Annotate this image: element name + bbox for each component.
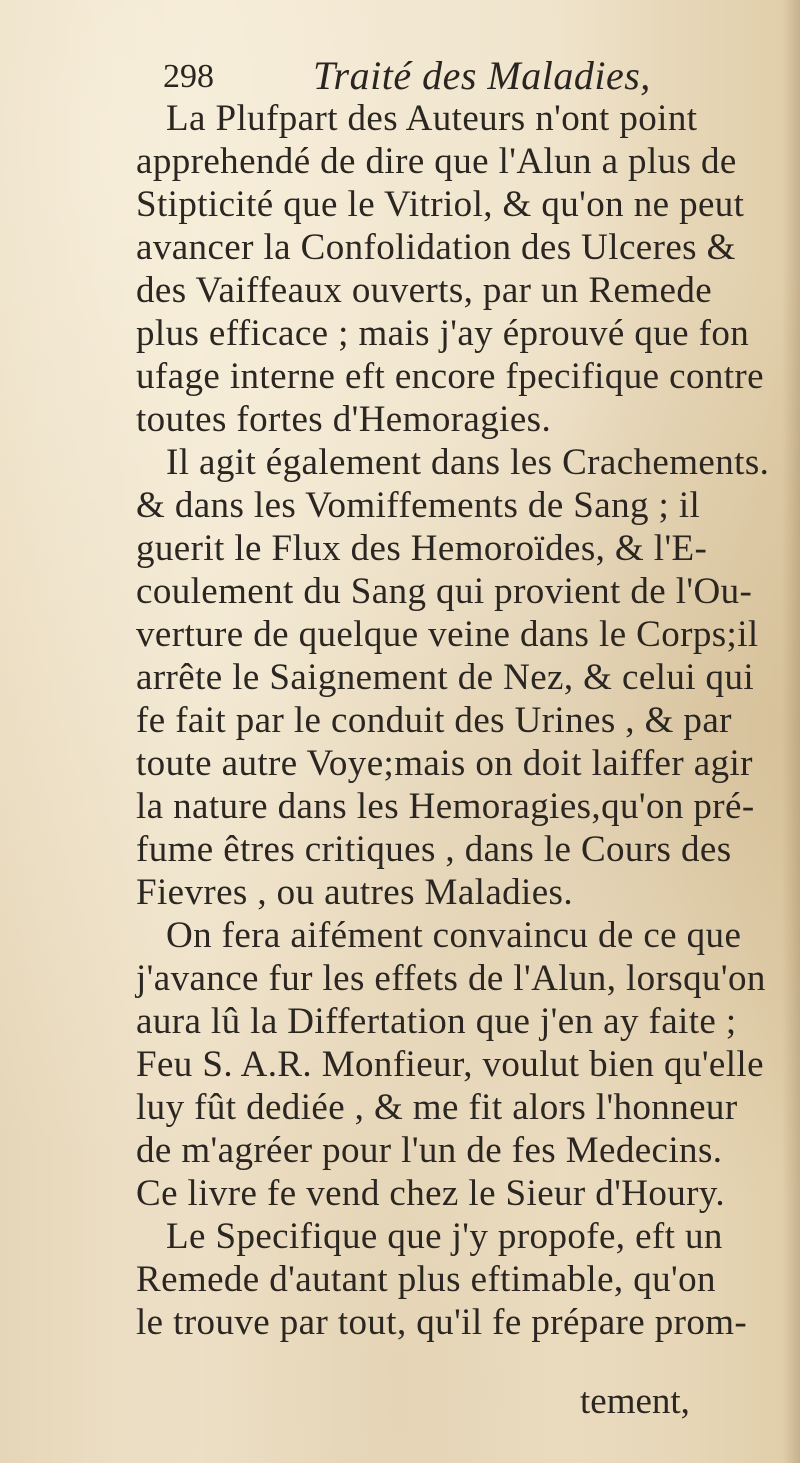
running-head <box>163 50 683 98</box>
text-line: guerit le Flux des Hemoroïdes, & l'E- <box>136 528 708 569</box>
text-line: la nature dans les Hemoragies,qu'on pré- <box>136 786 755 827</box>
body-text <box>136 97 776 1344</box>
text-line: coulement du Sang qui provient de l'Ou- <box>136 571 753 612</box>
page-number: 298 <box>163 58 214 95</box>
text-line: toutes fortes d'Hemoragies. <box>136 399 552 440</box>
text-line: fume êtres critiques , dans le Cours des <box>136 829 732 870</box>
text-line: Stipticité que le Vitriol, & qu'on ne peut <box>136 184 745 225</box>
text-line: apprehendé de dire que l'Alun a plus de <box>136 141 737 182</box>
text-line: & dans les Vomiffements de Sang ; il <box>136 485 701 526</box>
text-line: Fievres , ou autres Maladies. <box>136 872 573 913</box>
text-line: fe fait par le conduit des Urines , & par <box>136 700 732 741</box>
text-line: de m'agréer pour l'un de fes Medecins. <box>136 1130 723 1171</box>
text-line: toute autre Voye;mais on doit laiffer agir <box>136 743 753 784</box>
page-edge-shadow <box>782 0 800 1463</box>
text-line: Remede d'autant plus eftimable, qu'on <box>136 1259 716 1300</box>
text-line: Il agit également dans les Crachements. <box>166 442 770 483</box>
text-line: La Plufpart des Auteurs n'ont point <box>166 98 698 139</box>
text-line: j'avance fur les effets de l'Alun, lorsqu'on <box>136 958 766 999</box>
text-line: le trouve par tout, qu'il fe prépare prom- <box>136 1302 748 1343</box>
text-line: Le Specifique que j'y propofe, eft un <box>166 1216 723 1257</box>
text-line: avancer la Confolidation des Ulceres & <box>136 227 736 268</box>
text-line: luy fût dediée , & me fit alors l'honneur <box>136 1087 738 1128</box>
text-line: On fera aifément convaincu de ce que <box>166 915 742 956</box>
text-line: des Vaiffeaux ouverts, par un Remede <box>136 270 713 311</box>
text-line: ufage interne eft encore fpecifique contre <box>136 356 764 397</box>
catchword: tement, <box>580 1381 690 1422</box>
text-line: aura lû la Differtation que j'en ay faite ; <box>136 1001 737 1042</box>
text-line: Feu S. A.R. Monfieur, voulut bien qu'elle <box>136 1044 764 1085</box>
text-line: Ce livre fe vend chez le Sieur d'Houry. <box>136 1173 726 1214</box>
text-line: verture de quelque veine dans le Corps;il <box>136 614 759 655</box>
running-title: Traité des Maladies, <box>313 53 651 98</box>
text-line: plus efficace ; mais j'ay éprouvé que fon <box>136 313 750 354</box>
text-line: arrête le Saignement de Nez, & celui qui <box>136 657 755 698</box>
